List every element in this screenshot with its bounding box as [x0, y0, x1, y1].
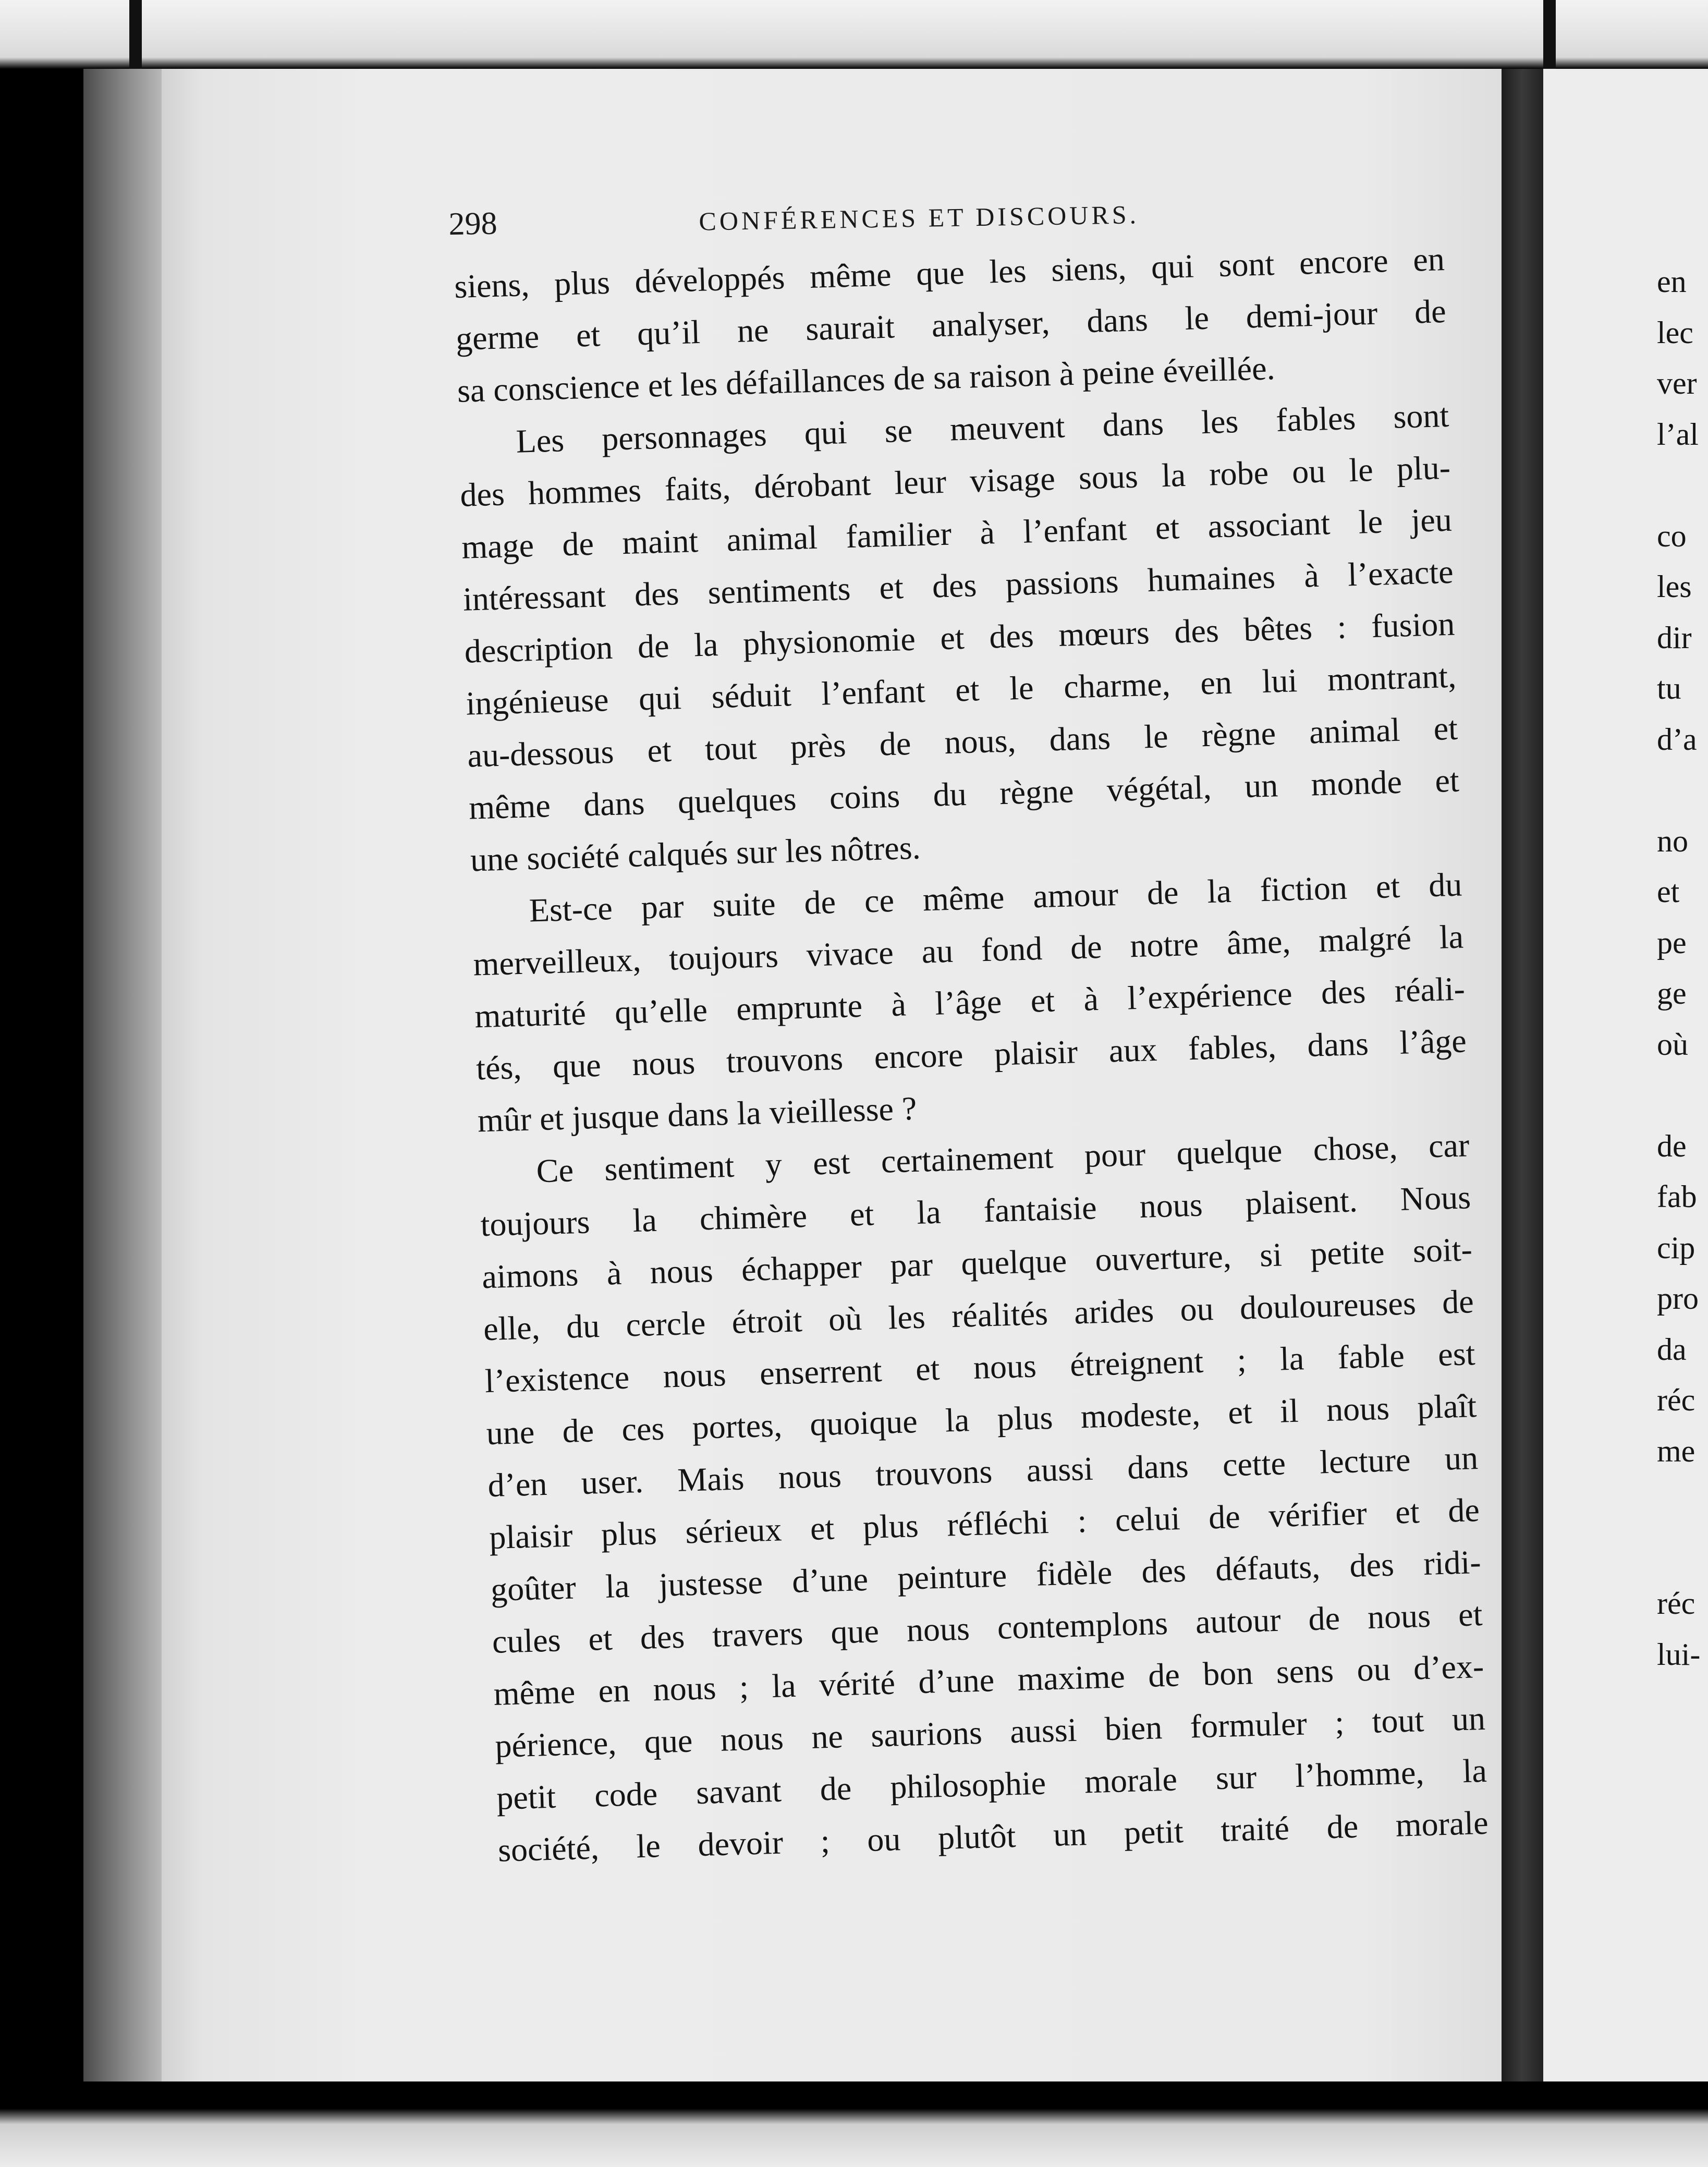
facing-page-fragment: me — [1657, 1433, 1695, 1468]
facing-page-fragment: réc — [1657, 1586, 1695, 1621]
text-line: périence, que nous ne saurions aussi bien formuler ; tout un — [494, 1699, 1486, 1764]
text-line: intéressant des sentiments et des passions humaines à l’exacte — [462, 553, 1454, 618]
facing-page-fragment — [1657, 1070, 1700, 1121]
facing-page-text — [1657, 257, 1700, 1680]
text-line: maturité qu’elle emprunte à l’âge et à l’expérience des réali- — [474, 970, 1466, 1035]
facing-page-fragment: l’al — [1657, 417, 1699, 452]
text-line: Les personnages qui se meuvent dans les fables sont — [515, 396, 1450, 460]
text-line: Est-ce par suite de ce même amour de la fiction et du — [528, 866, 1463, 929]
text-line: sa conscience et les défaillances de sa raison à peine éveillée. — [456, 349, 1276, 409]
text-line: aimons à nous échapper par quelque ouverture, si petite soit- — [481, 1231, 1473, 1296]
text-line: toujours la chimère et la fantaisie nous plaisent. Nous — [480, 1178, 1471, 1244]
text-line: des hommes faits, dérobant leur visage sous la robe ou le plu- — [459, 448, 1451, 514]
binding-edge — [1502, 69, 1543, 2081]
paragraph — [478, 1119, 1489, 1877]
film-strip-bottom — [0, 2109, 1708, 2167]
text-line: cules et des travers que nous contemplons autour de nous et — [491, 1595, 1483, 1660]
film-frame-divider — [1543, 0, 1556, 69]
text-line: elle, du cercle étroit où les réalités arides ou douloureuses de — [483, 1283, 1474, 1348]
text-line: petit code savant de philosophie morale sur l’homme, la — [496, 1751, 1487, 1817]
page-gutter-shadow — [83, 69, 162, 2081]
facing-page-fragment: lui- — [1657, 1637, 1701, 1672]
facing-page-fragment: cip — [1657, 1230, 1695, 1265]
text-line: même en nous ; la vérité d’une maxime de bon sens ou d’ex- — [493, 1647, 1485, 1712]
facing-page-fragment: les — [1657, 569, 1692, 604]
paragraph — [454, 233, 1448, 417]
page-number: 298 — [448, 205, 498, 242]
facing-page-fragment — [1657, 1528, 1700, 1579]
facing-page-fragment: dir — [1657, 620, 1692, 655]
paragraph — [471, 858, 1469, 1147]
running-title: CONFÉRENCES ET DISCOURS. — [699, 200, 1140, 236]
text-line: au-dessous et tout près de nous, dans le règne animal et — [467, 709, 1458, 774]
facing-page-fragment: et — [1657, 874, 1680, 909]
facing-page-fragment: pe — [1657, 925, 1687, 960]
text-line: siens, plus développés même que les siens, qui sont encore en — [454, 240, 1445, 305]
text-line: plaisir plus sérieux et plus réfléchi : celui de vérifier et de — [489, 1491, 1480, 1556]
facing-page-fragment: tu — [1657, 671, 1681, 705]
text-line: tés, que nous trouvons encore plaisir aux fables, dans l’âge — [475, 1022, 1467, 1087]
facing-page-fragment: de — [1657, 1128, 1687, 1163]
text-line: mûr et jusque dans la vieillesse ? — [477, 1089, 918, 1139]
text-line: une société calqués sur les nôtres. — [470, 829, 921, 879]
facing-page-fragment: fab — [1657, 1179, 1697, 1214]
text-line: l’existence nous enserrent et nous étreignent ; la fable est — [484, 1335, 1476, 1400]
text-line: merveilleux, toujours vivace au fond de notre âme, malgré la — [472, 918, 1464, 983]
text-line: d’en user. Mais nous trouvons aussi dans cette lecture un — [487, 1439, 1479, 1504]
facing-page-fragment: co — [1657, 518, 1687, 553]
facing-page-fragment — [1657, 765, 1700, 816]
text-line: société, le devoir ; ou plutôt un petit traité de morale — [497, 1804, 1489, 1869]
text-line: goûter la justesse d’une peinture fidèle des défauts, des ridi- — [490, 1543, 1482, 1608]
facing-page-fragment: lec — [1657, 315, 1693, 350]
facing-page-fragment: da — [1657, 1332, 1687, 1367]
facing-page-fragment: où — [1657, 1027, 1688, 1062]
body-text — [454, 233, 1489, 1877]
film-strip-top — [0, 0, 1708, 69]
text-line: mage de maint animal familier à l’enfant et associant le jeu — [461, 501, 1453, 566]
text-line: même dans quelques coins du règne végétal, un monde et — [468, 761, 1460, 826]
facing-page-fragment: ver — [1657, 366, 1697, 400]
film-frame-divider — [129, 0, 142, 69]
facing-page-fragment: réc — [1657, 1383, 1695, 1417]
text-line: ingénieuse qui séduit l’enfant et le charme, en lui montrant, — [465, 657, 1457, 722]
facing-page-fragment: en — [1657, 264, 1687, 299]
paragraph — [458, 389, 1461, 886]
facing-page-fragment: d’a — [1657, 722, 1697, 757]
facing-page-fragment: ge — [1657, 976, 1687, 1011]
facing-page-fragment: pro — [1657, 1281, 1699, 1316]
facing-page-fragment — [1657, 1477, 1700, 1528]
facing-page-fragment: no — [1657, 823, 1688, 858]
text-line: description de la physionomie et des mœurs des bêtes : fusion — [463, 605, 1456, 670]
text-line: germe et qu’il ne saurait analyser, dans le demi-jour de — [455, 292, 1447, 357]
text-line: une de ces portes, quoique la plus modeste, et il nous plaît — [485, 1387, 1478, 1452]
facing-page-fragment — [1657, 460, 1700, 511]
text-line: Ce sentiment y est certainement pour quelque chose, car — [535, 1126, 1470, 1190]
